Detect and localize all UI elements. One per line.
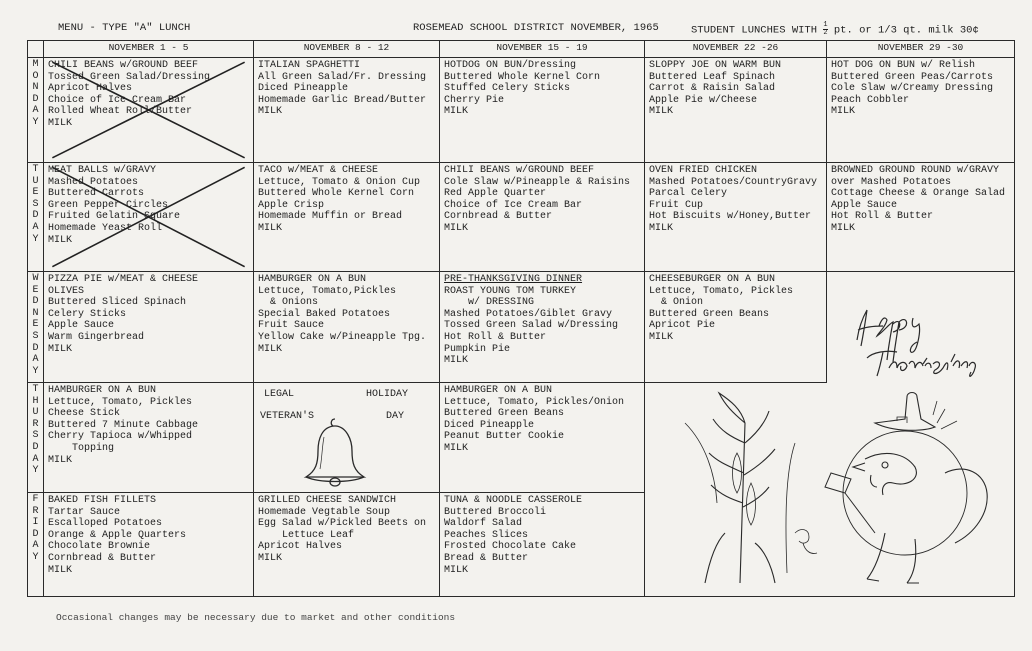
menu-item: MILK (649, 106, 674, 118)
day-letter: O (32, 70, 39, 82)
menu-item: & Onions (258, 297, 319, 309)
menu-item: Mashed Potatoes/CountryGravy (649, 176, 818, 188)
menu-cell (645, 272, 827, 383)
veterans-day-holiday-cell (254, 383, 440, 493)
week-header-row (28, 41, 1015, 58)
menu-cell (44, 272, 254, 383)
menu-cell (440, 58, 645, 163)
menu-item: Special Baked Potatoes (258, 308, 391, 320)
day-letter: D (32, 296, 39, 308)
menu-cell (440, 272, 645, 383)
day-label-monday (28, 58, 44, 163)
menu-item: Egg Salad w/Pickled Beets on (258, 518, 427, 530)
day-letter: A (32, 354, 39, 366)
menu-item: Mashed Potatoes (48, 176, 139, 188)
day-label-wednesday (28, 272, 44, 383)
district-date: ROSEMEAD SCHOOL DISTRICT NOVEMBER, 1965 (413, 22, 659, 34)
menu-main-dish: CHILI BEANS w/GROUND BEEF (48, 60, 199, 71)
menu-item: MILK (831, 106, 856, 118)
menu-item: Choice of Ice Cream Bar (48, 94, 187, 106)
menu-main-dish: HAMBURGER ON A BUN (258, 274, 367, 285)
menu-item: Diced Pineapple (444, 419, 535, 431)
menu-item: Peach Cobbler (831, 94, 910, 106)
menu-cell (44, 163, 254, 272)
menu-item: Lettuce, Tomato, Pickles (649, 285, 794, 297)
menu-item: Buttered Leaf Spinach (649, 71, 776, 83)
menu-item: Apple Crisp (258, 199, 325, 211)
menu-item: Red Apple Quarter (444, 188, 547, 200)
menu-item: Lettuce, Tomato, Pickles (48, 396, 193, 408)
day-letter: F (32, 494, 39, 505)
menu-header (58, 22, 1018, 38)
day-letter: Y (32, 233, 39, 245)
menu-main-dish: HAMBURGER ON A BUN (444, 385, 553, 396)
menu-item: Buttered Whole Kernel Corn (444, 71, 601, 83)
menu-main-dish: PIZZA PIE w/MEAT & CHEESE (48, 274, 199, 285)
menu-item: Cottage Cheese & Orange Salad (831, 188, 1006, 200)
day-letter: D (32, 528, 39, 540)
wednesday-row (28, 272, 1015, 383)
menu-item: MILK (258, 552, 283, 564)
day-letter: D (32, 441, 39, 453)
week-header-1: NOVEMBER 1 - 5 (44, 41, 254, 58)
holiday-legal-label: LEGAL (264, 389, 295, 400)
menu-item: MILK (258, 222, 283, 234)
day-letter: E (32, 319, 39, 331)
menu-item: MILK (444, 564, 469, 576)
menu-item: Fruited Gelatin Square (48, 211, 181, 223)
menu-item: Peanut Butter Cookie (444, 431, 565, 443)
menu-item: Cherry Tapioca w/Whipped (48, 431, 193, 443)
menu-item: Buttered Green Beans (444, 408, 565, 420)
menu-item: Pumpkin Pie (444, 343, 511, 355)
menu-item: Choice of Ice Cream Bar (444, 199, 583, 211)
menu-cell (44, 493, 254, 597)
milk-price-note: STUDENT LUNCHES WITH $\frac{1}{2}$ pt. or 1/3 qt. milk 30¢ (691, 21, 979, 37)
menu-item: Stuffed Celery Sticks (444, 83, 571, 95)
day-letter: A (32, 221, 39, 233)
menu-item: Hot Roll & Butter (444, 331, 547, 343)
happy-thanksgiving-script (827, 272, 1013, 382)
bell-icon (300, 417, 370, 489)
day-letter: Y (32, 116, 39, 128)
menu-item: MILK (48, 234, 73, 246)
menu-item: Apple Sauce (831, 199, 898, 211)
menu-main-dish: BAKED FISH FILLETS (48, 495, 157, 506)
menu-item: MILK (258, 343, 283, 355)
day-letter: A (32, 105, 39, 117)
menu-cell (827, 58, 1015, 163)
day-label-tuesday (28, 163, 44, 272)
menu-item: w/ DRESSING (444, 297, 535, 309)
menu-item: Tossed Green Salad/Dressing (48, 71, 211, 83)
menu-item: Apple Pie w/Cheese (649, 94, 758, 106)
menu-item: Buttered 7 Minute Cabbage (48, 419, 199, 431)
day-letter: A (32, 453, 39, 465)
menu-cell (645, 58, 827, 163)
day-letter: H (32, 395, 39, 407)
menu-item: Fruit Cup (649, 199, 704, 211)
menu-cell (645, 163, 827, 272)
menu-main-dish: BROWNED GROUND ROUND w/GRAVY (831, 165, 1000, 176)
menu-item: Escalloped Potatoes (48, 518, 163, 530)
menu-item: MILK (48, 454, 73, 466)
menu-item: MILK (444, 355, 469, 367)
day-letter: E (32, 187, 39, 199)
menu-cell (440, 383, 645, 493)
menu-item: MILK (444, 222, 469, 234)
menu-item: Cornbread & Butter (444, 211, 553, 223)
menu-main-dish: SLOPPY JOE ON WARM BUN (649, 60, 782, 71)
menu-item: Tossed Green Salad w/Dressing (444, 320, 619, 332)
day-letter: D (32, 210, 39, 222)
menu-item: over Mashed Potatoes (831, 176, 952, 188)
menu-main-dish: TUNA & NOODLE CASSEROLE (444, 495, 583, 506)
day-letter: Y (32, 365, 39, 377)
menu-item: Apricot Pie (649, 320, 716, 332)
menu-main-dish: TACO w/MEAT & CHEESE (258, 165, 379, 176)
day-letter: T (32, 164, 39, 175)
menu-item: Cornbread & Butter (48, 552, 157, 564)
pilgrim-turkey-corn-illustration (645, 383, 1015, 587)
header-corner (28, 41, 44, 58)
menu-item: MILK (831, 222, 856, 234)
menu-item: Rolled Wheat Roll/Butter (48, 106, 193, 118)
menu-item: Lettuce, Tomato & Onion Cup (258, 176, 421, 188)
menu-item: Cole Slaw w/Creamy Dressing (831, 83, 994, 95)
menu-item: MILK (444, 106, 469, 118)
menu-item: MILK (444, 442, 469, 454)
menu-cell (440, 163, 645, 272)
day-label-thursday (28, 383, 44, 493)
menu-main-dish: CHEESEBURGER ON A BUN (649, 274, 776, 285)
menu-item: Lettuce, Tomato, Pickles/Onion (444, 396, 625, 408)
holiday-day-label: DAY (386, 411, 405, 422)
menu-main-dish: CHILI BEANS w/GROUND BEEF (444, 165, 595, 176)
menu-main-dish: PRE-THANKSGIVING DINNER (444, 274, 583, 285)
menu-item: Tartar Sauce (48, 506, 121, 518)
menu-item: OLIVES (48, 285, 85, 297)
menu-item: Carrot & Raisin Salad (649, 83, 776, 95)
menu-item: Green Pepper Circles (48, 199, 169, 211)
menu-item: Peaches Slices (444, 529, 529, 541)
menu-item: Cole Slaw w/Pineapple & Raisins (444, 176, 631, 188)
day-letter: S (32, 330, 39, 342)
thursday-row (28, 383, 1015, 493)
menu-item: MILK (48, 564, 73, 576)
menu-item: Buttered Broccoli (444, 506, 547, 518)
day-letter: A (32, 540, 39, 552)
day-letter: I (32, 517, 39, 529)
day-letter: N (32, 82, 39, 94)
menu-item: Waldorf Salad (444, 518, 523, 530)
menu-item: MILK (48, 343, 73, 355)
menu-item: MILK (649, 331, 674, 343)
menu-item: Lettuce, Tomato,Pickles (258, 285, 397, 297)
menu-cell (44, 383, 254, 493)
day-letter: Y (32, 465, 39, 477)
menu-cell (440, 493, 645, 597)
tuesday-row (28, 163, 1015, 272)
menu-cell (827, 163, 1015, 272)
menu-item: Cheese Stick (48, 408, 121, 420)
menu-main-dish: HOTDOG ON BUN/Dressing (444, 60, 577, 71)
menu-item: Bread & Butter (444, 552, 529, 564)
menu-cell (254, 163, 440, 272)
day-letter: M (32, 59, 39, 70)
menu-item: Celery Sticks (48, 308, 127, 320)
menu-cell (254, 58, 440, 163)
menu-item: Frosted Chocolate Cake (444, 541, 577, 553)
menu-main-dish: GRILLED CHEESE SANDWICH (258, 495, 397, 506)
day-letter: N (32, 307, 39, 319)
day-label-friday (28, 493, 44, 597)
day-letter: E (32, 284, 39, 296)
menu-item: Hot Roll & Butter (831, 211, 934, 223)
menu-item: Orange & Apple Quarters (48, 529, 187, 541)
menu-item: Buttered Whole Kernel Corn (258, 188, 415, 200)
menu-item: Fruit Sauce (258, 320, 325, 332)
day-letter: Y (32, 551, 39, 563)
day-letter: D (32, 342, 39, 354)
footer-note: Occasional changes may be necessary due to market and other conditions (56, 612, 456, 623)
day-letter: D (32, 93, 39, 105)
menu-main-dish: OVEN FRIED CHICKEN (649, 165, 758, 176)
week-header-3: NOVEMBER 15 - 19 (440, 41, 645, 58)
menu-item: Buttered Sliced Spinach (48, 297, 187, 309)
day-letter: W (32, 273, 39, 284)
menu-item: Mashed Potatoes/Giblet Gravy (444, 308, 613, 320)
lunch-menu-table (27, 40, 1015, 597)
menu-item: Buttered Green Beans (649, 308, 770, 320)
cross-out-mark (44, 163, 253, 271)
menu-item: Warm Gingerbread (48, 331, 145, 343)
holiday-veterans-label: VETERAN'S (260, 411, 315, 422)
menu-item: Cherry Pie (444, 94, 505, 106)
happy-thanksgiving-cell (827, 272, 1015, 383)
day-letter: S (32, 198, 39, 210)
menu-item: MILK (649, 222, 674, 234)
menu-item: Buttered Carrots (48, 188, 145, 200)
menu-cell (254, 493, 440, 597)
day-letter: T (32, 384, 39, 395)
menu-item: MILK (258, 106, 283, 118)
week-header-5: NOVEMBER 29 -30 (827, 41, 1015, 58)
menu-item: Topping (48, 442, 115, 454)
menu-item: All Green Salad/Fr. Dressing (258, 71, 427, 83)
menu-item: Homemade Garlic Bread/Butter (258, 94, 427, 106)
day-letter: U (32, 407, 39, 419)
week-header-4: NOVEMBER 22 -26 (645, 41, 827, 58)
menu-item: Parcal Celery (649, 188, 728, 200)
menu-main-dish: MEAT BALLS w/GRAVY (48, 165, 157, 176)
menu-item: MILK (48, 117, 73, 129)
menu-main-dish: ITALIAN SPAGHETTI (258, 60, 361, 71)
menu-item: Apricot Halves (48, 83, 133, 95)
monday-row (28, 58, 1015, 163)
menu-item: ROAST YOUNG TOM TURKEY (444, 285, 577, 297)
menu-item: Apple Sauce (48, 320, 115, 332)
menu-cell (44, 58, 254, 163)
menu-type-title: MENU - TYPE "A" LUNCH (58, 22, 191, 34)
menu-item: Yellow Cake w/Pineapple Tpg. (258, 331, 427, 343)
day-letter: S (32, 430, 39, 442)
menu-item: Hot Biscuits w/Honey,Butter (649, 211, 812, 223)
menu-item: Chocolate Brownie (48, 541, 151, 553)
menu-item: Apricot Halves (258, 541, 343, 553)
menu-main-dish: HAMBURGER ON A BUN (48, 385, 157, 396)
menu-item: Homemade Yeast Roll (48, 222, 163, 234)
day-letter: R (32, 418, 39, 430)
menu-cell (254, 272, 440, 383)
day-letter: R (32, 505, 39, 517)
cross-out-mark (44, 58, 253, 162)
menu-item: Diced Pineapple (258, 83, 349, 95)
menu-item: Homemade Vegtable Soup (258, 506, 391, 518)
menu-item: & Onion (649, 297, 704, 309)
menu-item: Lettuce Leaf (258, 529, 355, 541)
menu-main-dish: HOT DOG ON BUN w/ Relish (831, 60, 976, 71)
menu-item: Buttered Green Peas/Carrots (831, 71, 994, 83)
week-header-2: NOVEMBER 8 - 12 (254, 41, 440, 58)
day-letter: U (32, 175, 39, 187)
holiday-label: HOLIDAY (366, 389, 409, 400)
turkey-illustration-cell (645, 383, 1015, 597)
menu-item: Homemade Muffin or Bread (258, 211, 403, 223)
